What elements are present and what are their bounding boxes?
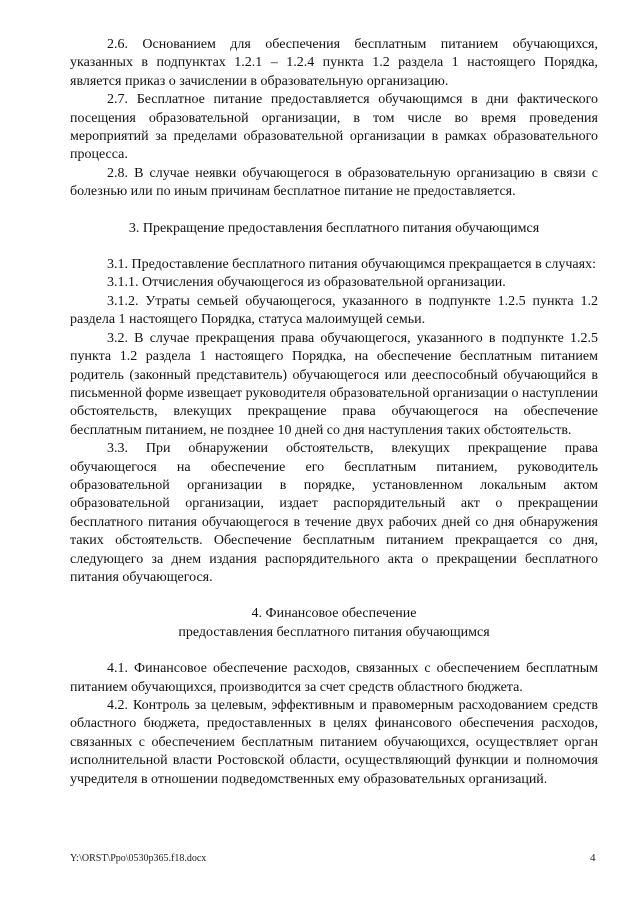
paragraph-2-6: 2.6. Основанием для обеспечения бесплатным питанием обучающихся, указанных в подпунктах 1.2.1 – 1.2.4 пункта 1.2 раздела 1 настоящего Порядка, является приказ о зачислении в образовательную организацию. [70, 37, 598, 89]
section-4-heading-line-1: 4. Финансовое обеспечение [251, 606, 417, 622]
paragraph-3-1-2: 3.1.2. Утраты семьей обучающегося, указанного в подпункте 1.2.5 пункта 1.2 раздела 1 настоящего Порядка, статуса малоимущей семьи. [70, 293, 598, 328]
paragraph-2-8: 2.8. В случае неявки обучающегося в образовательную организацию в связи с болезнью или по иным причинам бесплатное питание не предоставляется. [70, 165, 598, 200]
section-3-heading: 3. Прекращение предоставления бесплатного питания обучающимся [128, 220, 540, 236]
paragraph-2-7: 2.7. Бесплатное питание предоставляется обучающимся в дни фактического посещения образовательной организации, в том числе во время проведения мероприятий за пределами образовательной организации в рамках образовательного процесса. [70, 92, 598, 163]
paragraph-3-1: 3.1. Предоставление бесплатного питания обучающимся прекращается в случаях: [107, 257, 596, 273]
section-4-heading-line-2: предоставления бесплатного питания обучающимся [178, 624, 490, 640]
paragraph-3-1-1: 3.1.1. Отчисления обучающегося из образовательной организации. [107, 275, 506, 291]
paragraph-3-2: 3.2. В случае прекращения права обучающегося, указанного в подпункте 1.2.5 пункта 1.2 раздела 1 настоящего Порядка, на обеспечение бесплатным питанием родитель (законный представитель) обучающегося или дееспособный обучающийся в письменной форме извещает руководителя образовательной организации о наступлении обстоятельств, влекущих прекращение права обучающегося на обеспечение бесплатным питанием, не позднее 10 дней со дня наступления таких обстоятельств. [70, 330, 598, 438]
footer-page-number: 4 [590, 852, 596, 864]
paragraph-4-2: 4.2. Контроль за целевым, эффективным и правомерным расходованием средств областного бюджета, предоставленных в целях финансового обеспечения расходов, связанных с обеспечением бесплатным питанием обучающихся, осуществляет орган исполнительной власти Ростовской области, осуществляющий функции и полномочия учредителя в отношении подведомственных ему образовательных организаций. [70, 698, 598, 787]
paragraph-4-1: 4.1. Финансовое обеспечение расходов, связанных с обеспечением бесплатным питанием обучающихся, производится за счет средств областного бюджета. [70, 661, 598, 695]
footer-file-path: Y:\ORST\Ppo\0530p365.f18.docx [70, 853, 207, 864]
paragraph-3-3: 3.3. При обнаружении обстоятельств, влекущих прекращение права обучающегося на обеспечение его бесплатным питанием, руководитель образовательной организации в порядке, установленном локальным актом образовательной организации, издает распорядительный акт о прекращении бесплатного питания обучающегося в течение двух рабочих дней со дня обнаружения таких обстоятельств. Обеспечение бесплатным питанием прекращается со дня, следующего за днем издания распорядительного акта о прекращении бесплатного питания обучающегося. [70, 441, 598, 585]
document-page [70, 36, 598, 789]
section-4-heading [70, 605, 598, 642]
